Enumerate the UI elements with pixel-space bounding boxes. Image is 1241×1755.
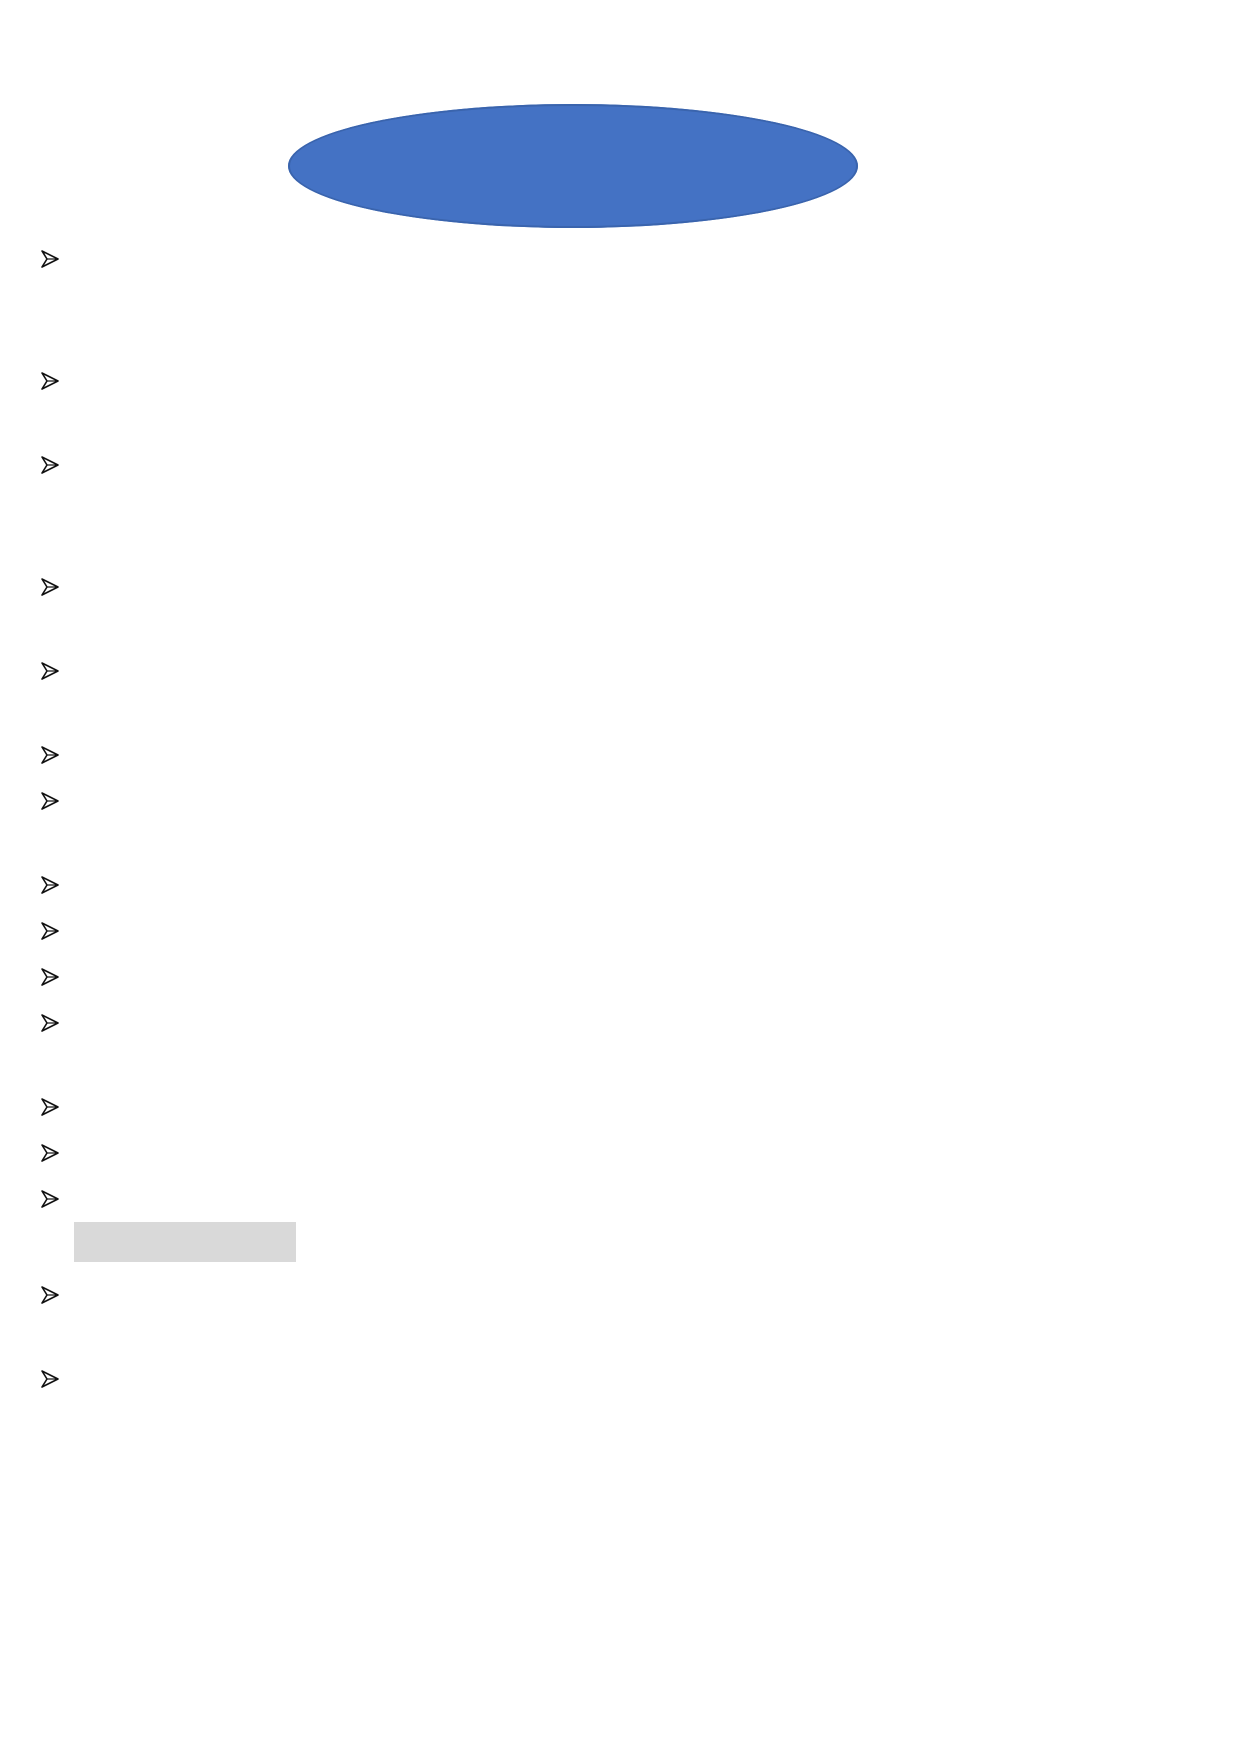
notice-item-text: [74, 648, 1178, 724]
title-oval: [288, 104, 858, 228]
notice-item-text: [74, 908, 1178, 946]
arrow-bullet-icon: [40, 1143, 60, 1163]
notice-item-text: [74, 732, 1178, 770]
arrow-bullet-icon: [40, 661, 60, 681]
meeting-heading-row: [38, 1222, 1178, 1266]
notice-item: [38, 954, 1178, 992]
meeting-list: [38, 1272, 1178, 1470]
arrow-bullet-icon: [40, 875, 60, 895]
notice-item-text: [74, 564, 1178, 640]
notice-item: [38, 778, 1178, 854]
notice-item-text: [74, 1130, 1178, 1168]
meeting-item-text: [74, 1356, 1178, 1470]
notice-item-text: [74, 442, 1178, 556]
meeting-item: [38, 1356, 1178, 1470]
notice-item-text: [74, 778, 1178, 854]
notice-item: [38, 862, 1178, 900]
notice-item-text: [74, 358, 1178, 434]
arrow-bullet-icon: [40, 577, 60, 597]
meeting-item-text: [74, 1272, 1178, 1348]
notice-item-text: [74, 236, 1178, 350]
notice-item: [38, 1130, 1178, 1168]
notice-item: [38, 732, 1178, 770]
meeting-heading: [74, 1222, 296, 1262]
notice-item: [38, 442, 1178, 556]
notice-item: [38, 564, 1178, 640]
arrow-bullet-icon: [40, 1369, 60, 1389]
arrow-bullet-icon: [40, 1097, 60, 1117]
arrow-bullet-icon: [40, 967, 60, 987]
notice-item: [38, 648, 1178, 724]
arrow-bullet-icon: [40, 371, 60, 391]
arrow-bullet-icon: [40, 791, 60, 811]
notice-item-text: [74, 954, 1178, 992]
arrow-bullet-icon: [40, 1189, 60, 1209]
arrow-bullet-icon: [40, 921, 60, 941]
arrow-bullet-icon: [40, 1013, 60, 1033]
notice-item: [38, 1000, 1178, 1076]
notice-item-text: [74, 1084, 1178, 1122]
notice-content: [38, 236, 1178, 1478]
notice-item: [38, 358, 1178, 434]
arrow-bullet-icon: [40, 249, 60, 269]
meeting-item: [38, 1272, 1178, 1348]
arrow-bullet-icon: [40, 745, 60, 765]
notice-item: [38, 1084, 1178, 1122]
notice-item-text: [74, 1000, 1178, 1076]
notice-item: [38, 908, 1178, 946]
arrow-bullet-icon: [40, 1285, 60, 1305]
notice-list: [38, 236, 1178, 1214]
arrow-bullet-icon: [40, 455, 60, 475]
page-title: [288, 104, 858, 228]
notice-item: [38, 1176, 1178, 1214]
notice-item: [38, 236, 1178, 350]
notice-item-text: [74, 1176, 1178, 1214]
notice-item-text: [74, 862, 1178, 900]
